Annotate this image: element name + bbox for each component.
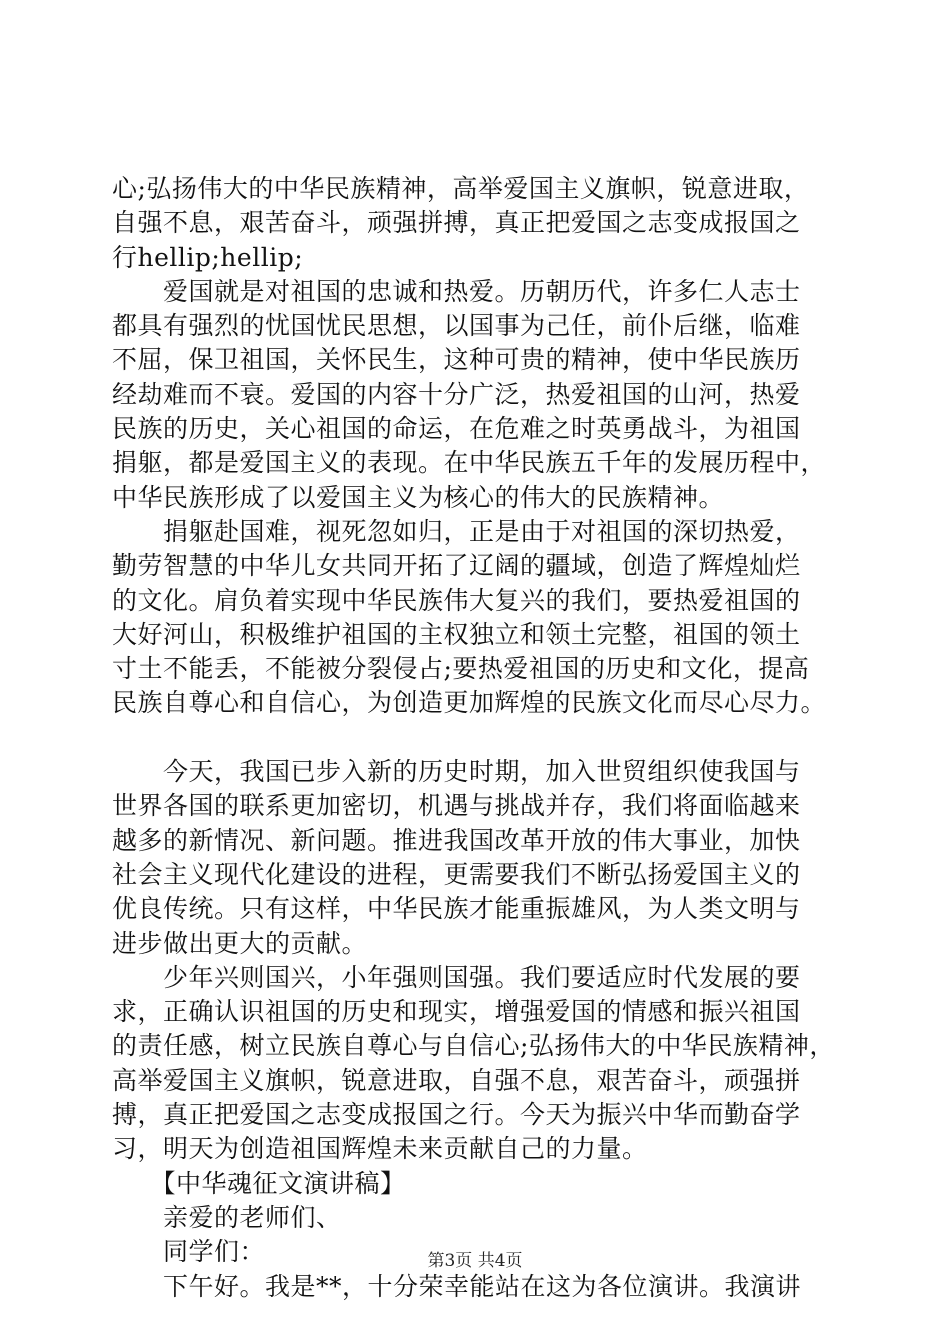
text-line: 中华民族形成了以爱国主义为核心的伟大的民族精神。	[112, 482, 725, 512]
text-line: 世界各国的联系更加密切，机遇与挑战并存，我们将面临越来	[112, 791, 801, 821]
text-line: 的责任感，树立民族自尊心与自信心;弘扬伟大的中华民族精神，	[112, 1031, 835, 1061]
text-line: 心;弘扬伟大的中华民族精神，高举爱国主义旗帜，锐意进取，	[112, 174, 810, 203]
text-line: 搏，真正把爱国之志变成报国之行。今天为振兴中华而勤奋学	[112, 1100, 801, 1130]
text-line: 习，明天为创造祖国辉煌未来贡献自己的力量。	[112, 1134, 648, 1164]
text-line: 社会主义现代化建设的进程，更需要我们不断弘扬爱国主义的	[112, 859, 801, 889]
text-line: 亲爱的老师们、	[112, 1202, 342, 1232]
text-line: 求，正确认识祖国的历史和现实，增强爱国的情感和振兴祖国	[112, 997, 801, 1027]
text-line: 民族的历史，关心祖国的命运，在危难之时英勇战斗，为祖国	[112, 414, 801, 444]
text-line: 捐躯，都是爱国主义的表现。在中华民族五千年的发展历程中，	[112, 448, 827, 478]
text-line: 大好河山，积极维护祖国的主权独立和领土完整，祖国的领土	[112, 619, 801, 649]
text-line: 下午好。我是**，十分荣幸能站在这为各位演讲。我演讲	[112, 1271, 802, 1301]
text-line: 爱国就是对祖国的忠诚和热爱。历朝历代，许多仁人志士	[112, 276, 801, 306]
text-line: 优良传统。只有这样，中华民族才能重振雄风，为人类文明与	[112, 894, 801, 924]
text-line: 高举爱国主义旗帜，锐意进取，自强不息，艰苦奋斗，顽强拼	[112, 1065, 801, 1095]
text-line: 勤劳智慧的中华儿女共同开拓了辽阔的疆域，创造了辉煌灿烂	[112, 551, 801, 581]
text-line: 今天，我国已步入新的历史时期，加入世贸组织使我国与	[112, 757, 801, 787]
text-line: 不屈，保卫祖国，关怀民生，这种可贵的精神，使中华民族历	[112, 345, 801, 375]
text-line: 少年兴则国兴，小年强则国强。我们要适应时代发展的要	[112, 962, 801, 992]
text-line: 捐躯赴国难，视死忽如归，正是由于对祖国的深切热爱，	[112, 516, 801, 546]
text-line: 自强不息，艰苦奋斗，顽强拼搏，真正把爱国之志变成报国之	[112, 208, 801, 238]
text-line: 的文化。肩负着实现中华民族伟大复兴的我们，要热爱祖国的	[112, 585, 801, 615]
text-line: 越多的新情况、新问题。推进我国改革开放的伟大事业，加快	[112, 825, 801, 855]
section-heading: 【中华魂征文演讲稿】	[112, 1168, 406, 1198]
text-line: 同学们：	[112, 1237, 266, 1267]
document-body	[112, 172, 837, 1304]
text-line: 民族自尊心和自信心，为创造更加辉煌的民族文化而尽心尽力。	[112, 688, 827, 718]
text-line: 寸土不能丢，不能被分裂侵占;要热爱祖国的历史和文化，提高	[112, 654, 810, 684]
page-number-footer: 第3页 共4页	[427, 1251, 523, 1271]
text-line: 经劫难而不衰。爱国的内容十分广泛，热爱祖国的山河，热爱	[112, 379, 801, 409]
text-line: 都具有强烈的忧国忧民思想，以国事为己任，前仆后继，临难	[112, 311, 801, 341]
text-line: 进步做出更大的贡献。	[112, 928, 368, 958]
blank-line	[112, 721, 837, 755]
text-line: 行hellip;hellip;	[112, 242, 304, 272]
